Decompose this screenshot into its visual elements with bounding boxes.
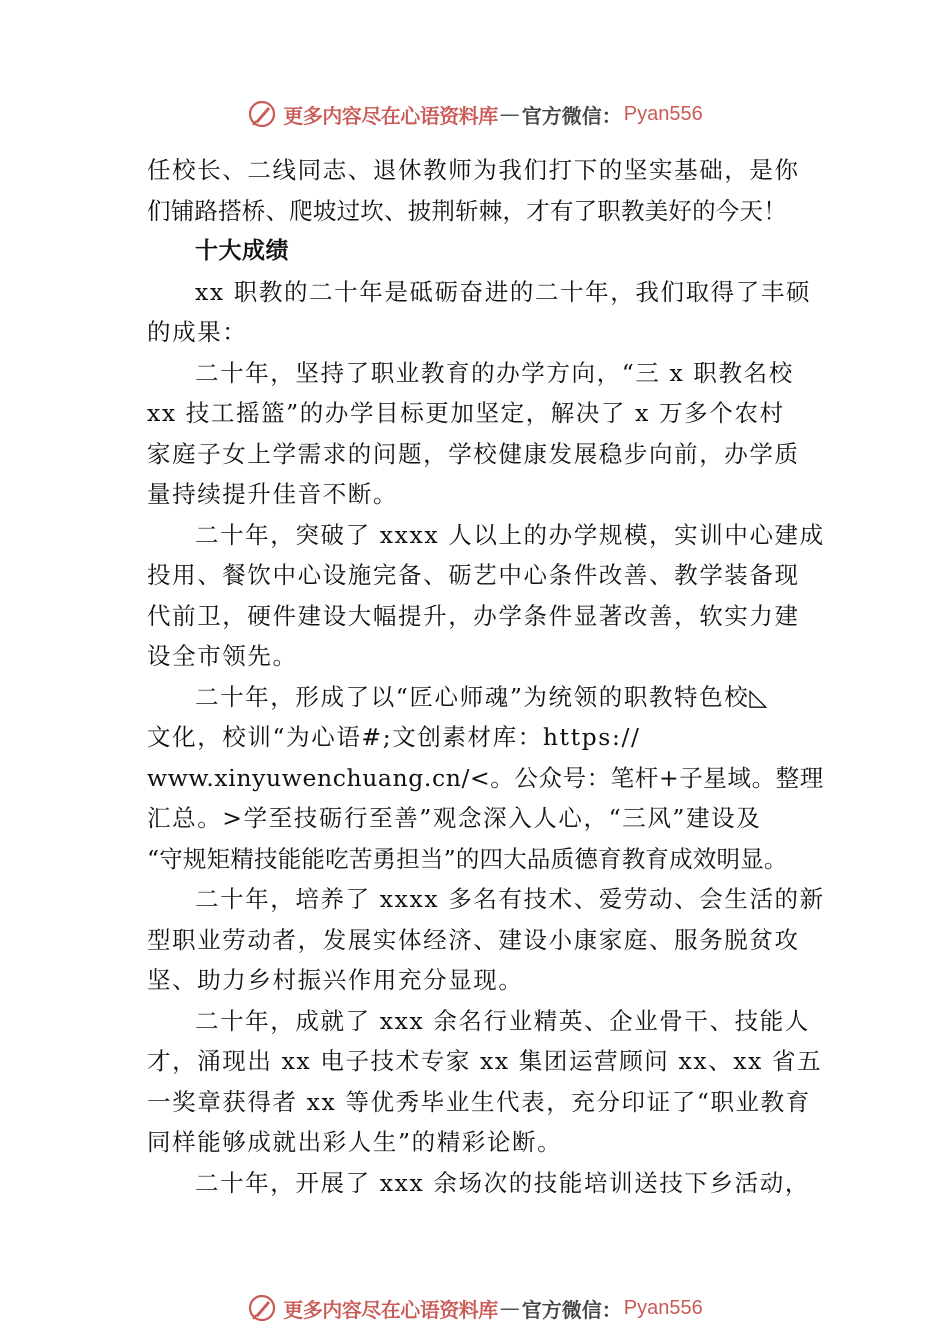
- text-line: 投用、餐饮中心设施完备、砺艺中心条件改善、教学装备现: [147, 561, 800, 589]
- banner-label: 官方微信：: [521, 103, 622, 128]
- text-line: 汇总。>学至技砺行至善”观念深入人心，“三风”建设及: [147, 804, 762, 832]
- text-line: 二十年，培养了 xxxx 多名有技术、爱劳动、会生活的新: [195, 885, 825, 913]
- text-line: 二十年，成就了 xxx 余名行业精英、企业骨干、技能人: [195, 1006, 810, 1035]
- text-line: 代前卫，硬件建设大幅提升，办学条件显著改善，软实力建: [147, 601, 800, 630]
- text-line: 一奖章获得者 xx 等优秀毕业生代表，充分印证了“职业教育: [147, 1087, 811, 1116]
- text-line: 文化，校训“为心语#;文创素材库：https://: [147, 723, 641, 751]
- quill-logo-icon: [247, 99, 277, 129]
- header-watermark: [0, 94, 950, 134]
- banner-wechat-id: Pyan556: [623, 102, 703, 125]
- banner-label: 官方微信：: [521, 1297, 622, 1322]
- text-line: “守规矩精技能能吃苦勇担当”的四大品质德育教育成效明显。: [147, 844, 788, 873]
- text-line: 才，涌现出 xx 电子技术专家 xx 集团运营顾问 xx、xx 省五: [147, 1047, 823, 1075]
- text-line: 二十年，坚持了职业教育的办学方向，“三 x 职教名校: [195, 358, 794, 387]
- banner-main-text: 更多内容尽在心语资料库: [283, 1297, 498, 1322]
- text-line: 二十年，形成了以“匠心师魂”为统领的职教特色校◺: [195, 682, 769, 711]
- text-line: 设全市领先。: [147, 642, 298, 670]
- text-line: xx 技工摇篮”的办学目标更加坚定，解决了 x 万多个农村: [147, 399, 785, 427]
- document-body: [147, 150, 825, 1203]
- text-line: xx 职教的二十年是砥砺奋进的二十年，我们取得了丰硕: [195, 277, 812, 306]
- text-line: 们铺路搭桥、爬坡过坎、披荆斩棘，才有了职教美好的今天！: [147, 196, 787, 225]
- text-line: www.xinyuwenchuang.cn/<。公众号：笔杆+子星域。整理: [147, 763, 824, 792]
- text-line: 二十年，突破了 xxxx 人以上的办学规模，实训中心建成: [195, 520, 825, 549]
- text-line: 量持续提升佳音不断。: [147, 480, 398, 508]
- text-line: 型职业劳动者，发展实体经济、建设小康家庭、服务脱贫攻: [147, 925, 800, 954]
- text-line: 家庭子女上学需求的问题，学校健康发展稳步向前，办学质: [147, 439, 800, 468]
- banner-separator: —: [499, 1296, 520, 1320]
- footer-watermark: [0, 1288, 950, 1328]
- text-line: 二十年，开展了 xxx 余场次的技能培训送技下乡活动，: [195, 1168, 810, 1197]
- banner-main-text: 更多内容尽在心语资料库: [283, 103, 498, 128]
- text-line: 任校长、二线同志、退休教师为我们打下的坚实基础，是你: [147, 156, 800, 184]
- text-line: 坚、助力乡村振兴作用充分显现。: [147, 966, 524, 994]
- text-line: 同样能够成就出彩人生”的精彩论断。: [147, 1128, 563, 1156]
- banner-separator: —: [499, 102, 520, 126]
- section-heading: 十大成绩: [195, 238, 289, 264]
- banner-wechat-id: Pyan556: [623, 1296, 703, 1319]
- quill-logo-icon: [247, 1293, 277, 1323]
- text-line: 的成果：: [147, 318, 248, 346]
